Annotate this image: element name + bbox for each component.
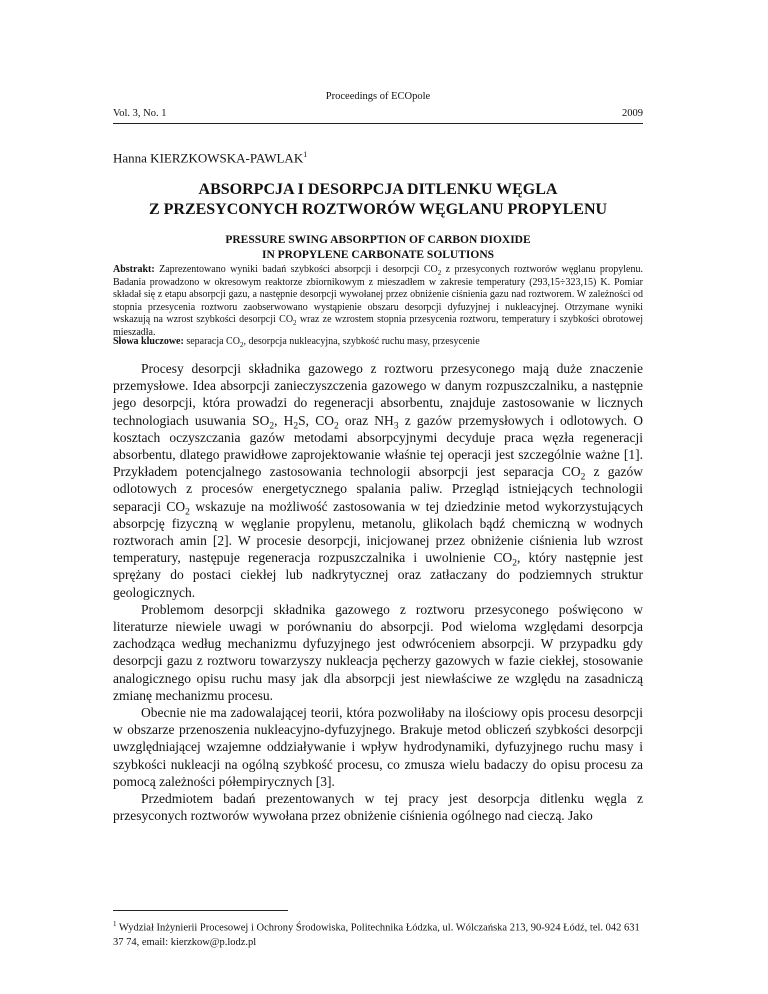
title-english-line-1: PRESSURE SWING ABSORPTION OF CARBON DIOXIDE <box>225 234 531 246</box>
subscript: 2 <box>269 421 275 432</box>
title-english-line-2: IN PROPYLENE CARBONATE SOLUTIONS <box>261 249 495 261</box>
publication-year: 2009 <box>622 108 643 119</box>
paragraph-1 <box>113 360 643 601</box>
title-polish-line-1: ABSORPCJA I DESORPCJA DITLENKU WĘGLA <box>198 181 558 198</box>
subscript: 3 <box>393 421 399 432</box>
paragraph-text: wskazuje na możliwość zastosowania w tej dziedzinie metod wykorzystujących absorpcję fizyczną w węglanie propylenu, metanolu, glikolach bądź chemiczną w wodnych roztworach amin [2]. W procesie desorpcji, inicjowanej przez obniżenie ciśnienia lub wzrost temperatury, następuje regeneracja rozpuszczalnika i uwolnienie CO <box>113 498 643 566</box>
volume-number: Vol. 3, No. 1 <box>113 108 167 119</box>
footnote-mark: 1 <box>113 920 117 928</box>
author-footnote-mark[interactable]: 1 <box>303 150 308 159</box>
keywords-label: Słowa kluczowe: <box>113 336 184 347</box>
abstract-text: z przesyconych roztworów węglanu propylenu. Badania prowadzono w okresowym reaktorze zbiornikowym z mieszadłem w zakresie temperatury (293,15÷323,15) K. Pomiar składał się z etapu absorpcji gazu, a następnie desorpcji wywołanej przez obniżenie ciśnienia gazu nad roztworem. W zależności od stopnia przesycenia roztworu zaobserwowano wystąpienie obszaru desorpcji dyfuzyjnej i nukleacyjnej. Otrzymane wyniki wskazują na wzrost szybkości desorpcji CO <box>113 264 643 326</box>
author <box>113 150 307 166</box>
paragraph-2: Problemom desorpcji składnika gazowego z roztworu przesyconego poświęcono w literaturze niewiele uwagi w porównaniu do absorpcji. Pod wieloma względami desorpcja zachodząca według mechanizmu dyfuzyjnego jest odwróceniem absorpcji. W przypadku gdy desorpcji gazu z roztworu towarzyszy nukleacja pęcherzy gazowych w fazie ciekłej, stosowanie analogicznego opisu ruchu masy jak dla absorpcji jest niewłaściwe ze względu na zasadniczą zmianę mechanizmu procesu. <box>113 601 643 703</box>
body-text <box>113 360 643 824</box>
footnote-rule <box>113 910 288 911</box>
subscript: 2 <box>512 558 517 569</box>
header-rule <box>113 123 643 124</box>
paragraph-text: , który następnie jest sprężany do postaci ciekłej lub nadkrytycznej oraz zatłaczany do podziemnych struktur geologicznych. <box>113 550 643 600</box>
paragraph-text: z gazów odlotowych z procesów energetycznego spalania paliw. Przegląd istniejących technologii separacji CO <box>113 464 643 514</box>
subscript: 2 <box>239 341 244 349</box>
footnote-text: Wydział Inżynierii Procesowej i Ochrony Środowiska, Politechnika Łódzka, ul. Wólczańska 213, 90-924 Łódź, tel. 042 631 37 74, email: kierzkow@p.lodz.pl <box>113 922 640 948</box>
paragraph-text: S, CO <box>298 412 334 428</box>
abstract-text: Zaprezentowano wyniki badań szybkości absorpcji i desorpcji CO <box>154 264 438 275</box>
paragraph-text: , H <box>274 412 294 428</box>
subscript: 2 <box>293 319 297 328</box>
paragraph-text: oraz NH <box>338 412 394 428</box>
abstract-label: Abstrakt: <box>113 264 155 275</box>
paragraph-4: Przedmiotem badań prezentowanych w tej pracy jest desorpcja ditlenku węgla z przesyconych roztworów wywołana przez obniżenie ciśnienia ogólnego nad cieczą. Jako <box>113 791 643 824</box>
title-polish <box>113 180 643 220</box>
subscript: 2 <box>293 421 299 432</box>
keywords <box>113 336 643 348</box>
subscript: 2 <box>333 421 339 432</box>
subscript: 2 <box>580 472 586 483</box>
keywords-text: , desorpcja nukleacyjna, szybkość ruchu masy, przesycenie <box>243 336 480 347</box>
title-polish-line-2: Z PRZESYCONYCH ROZTWORÓW WĘGLANU PROPYLENU <box>148 201 608 218</box>
subscript: 2 <box>437 269 442 277</box>
footnote <box>113 917 643 950</box>
journal-name: Proceedings of ECOpole <box>325 91 431 102</box>
keywords-text: separacja CO <box>183 336 240 347</box>
paragraph-text: Procesy desorpcji składnika gazowego z roztworu przesyconego mają duże znaczenie przemysłowe. Idea absorpcji zanieczyszczenia gazowego w danym rozpuszczalniku, a następnie jego desorpcji, która prowadzi do regeneracji absorbentu, znajduje zastosowanie w licznych technologiach usuwania SO <box>113 361 643 428</box>
author-name: Hanna KIERZKOWSKA-PAWLAK <box>113 150 304 166</box>
subscript: 2 <box>185 507 190 518</box>
title-english <box>113 233 643 263</box>
paragraph-text: z gazów przemysłowych i odlotowych. O kosztach oczyszczania gazów metodami absorpcyjnymi decyduje praca węzła regeneracji absorbentu, dlatego prawidłowe zaprojektowanie właśnie tej operacji jest szczególnie ważne [1]. Przykładem potencjalnego zastosowania technologii absorpcji jest separacja CO <box>113 412 644 480</box>
paragraph-3: Obecnie nie ma zadowalającej teorii, która pozwoliłaby na ilościowy opis procesu desorpcji w obszarze przenoszenia nukleacyjno-dyfuzyjnego. Brakuje metod obliczeń szybkości desorpcji uwzględniającej wzajemne oddziaływanie i wpływ hydrodynamiki, dyfuzyjnego ruchu masy i szybkości nukleacji na ogólną szybkość procesu, co zmusza wielu badaczy do opisu procesu za pomocą zależności półempirycznych [3]. <box>113 705 643 789</box>
abstract-text: wraz ze wzrostem stopnia przesycenia roztworu, temperatury i szybkości obrotowej mieszadła. <box>113 314 643 338</box>
abstract <box>113 264 643 340</box>
